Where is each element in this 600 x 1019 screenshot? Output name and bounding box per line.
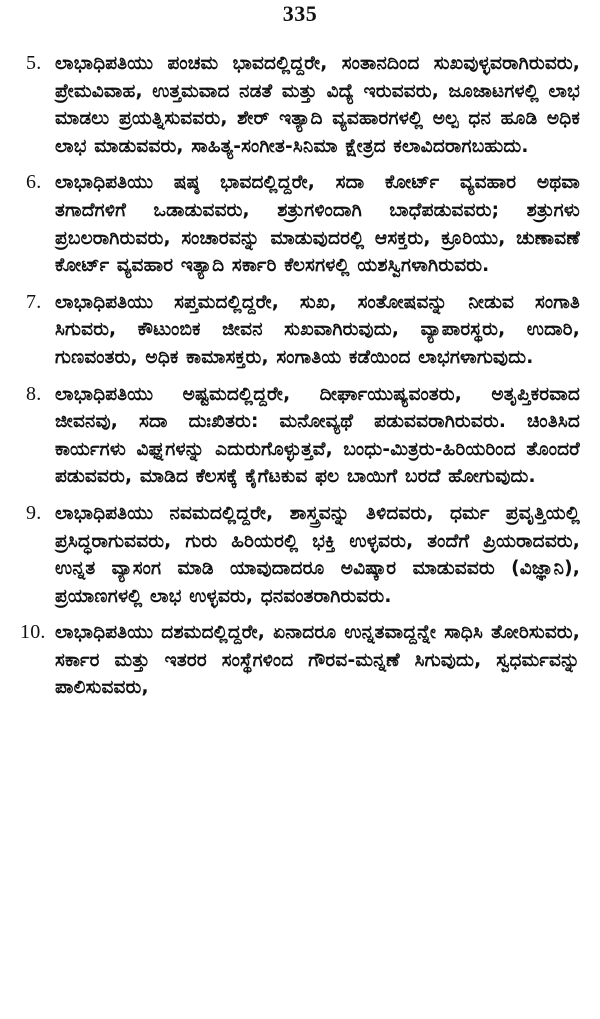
- item-text: ಲಾಭಾಧಿಪತಿಯು ನವಮದಲ್ಲಿದ್ದರೇ, ಶಾಸ್ತ್ರವನ್ನು ತಿಳಿದವರು, ಧರ್ಮ ಪ್ರವೃತ್ತಿಯಲ್ಲಿ ಪ್ರಸಿದ್ಧರಾಗುವವರು, ಗುರು ಹಿರಿಯರಲ್ಲಿ ಭಕ್ತಿ ಉಳ್ಳವರು, ತಂದೆಗೆ ಪ್ರಿಯರಾದವರು, ಉನ್ನತ ವ್ಯಾಸಂಗ ಮಾಡಿ ಯಾವುದಾದರೂ ಅವಿಷ್ಕಾರ ಮಾಡುವವರು (ವಿಜ್ಞಾನಿ), ಪ್ರಯಾಣಗಳಲ್ಲಿ ಲಾಭ ಉಳ್ಳವರು, ಧನವಂತರಾಗಿರುವರು.: [55, 502, 580, 607]
- item-text: ಲಾಭಾಧಿಪತಿಯು ಅಷ್ಟಮದಲ್ಲಿದ್ದರೇ, ದೀರ್ಘಾಯುಷ್ಯವಂತರು, ಅತೃಪ್ತಿಕರವಾದ ಜೀವನವು, ಸದಾ ದುಃಖಿತರು: ಮನೋವ್ಯಥೆ ಪಡುವವರಾಗಿರುವರು. ಚಿಂತಿಸಿದ ಕಾರ್ಯಗಳು ವಿಘ್ನಗಳನ್ನು ಎದುರುಗೊಳ್ಳುತ್ತವೆ, ಬಂಧು-ಮಿತ್ರರು-ಹಿರಿಯರಿಂದ ತೊಂದರೆ ಪಡುವವರು, ಮಾಡಿದ ಕೆಲಸಕ್ಕೆ ಕೈಗೆಟಕುವ ಫಲ ಬಾಯಿಗೆ ಬರದೆ ಹೋಗುವುದು.: [55, 383, 580, 488]
- item-text: ಲಾಭಾಧಿಪತಿಯು ಷಷ್ಠ ಭಾವದಲ್ಲಿದ್ದರೇ, ಸದಾ ಕೋರ್ಟ್ ವ್ಯವಹಾರ ಅಥವಾ ತಗಾದೆಗಳಿಗೆ ಒಡಾಡುವವರು, ಶತ್ರುಗಳಿಂದಾಗಿ ಬಾಧೆಪಡುವವರು; ಶತ್ರುಗಳು ಪ್ರಬಲರಾಗಿರುವರು, ಸಂಚಾರವನ್ನು ಮಾಡುವುದರಲ್ಲಿ ಆಸಕ್ತರು, ಕ್ರೂರಿಯು, ಚುಣಾವಣೆ ಕೋರ್ಟ್ ವ್ಯವಹಾರ ಇತ್ಯಾದಿ ಸರ್ಕಾರಿ ಕೆಲಸಗಳಲ್ಲಿ ಯಶಸ್ವಿಗಳಾಗಿರುವರು.: [55, 172, 580, 277]
- list-item-6: [0, 169, 600, 279]
- list-item-10: [0, 619, 600, 702]
- list-item-8: [0, 381, 600, 491]
- item-number: 6.: [26, 171, 42, 194]
- list-item-7: [0, 289, 600, 372]
- item-number: 9.: [26, 501, 42, 524]
- item-number: 5.: [26, 52, 42, 74]
- item-text: ಲಾಭಾಧಿಪತಿಯು ಸಪ್ತಮದಲ್ಲಿದ್ದರೇ, ಸುಖ, ಸಂತೋಷವನ್ನು ನೀಡುವ ಸಂಗಾತಿ ಸಿಗುವರು, ಕೌಟುಂಬಿಕ ಜೀವನ ಸುಖವಾಗಿರುವುದು, ವ್ಯಾಪಾರಸ್ಥರು, ಉದಾರಿ, ಗುಣವಂತರು, ಅಧಿಕ ಕಾಮಾಸಕ್ತರು, ಸಂಗಾತಿಯ ಕಡೆಯಿಂದ ಲಾಭಗಳಾಗುವುದು.: [55, 291, 580, 368]
- item-text: ಲಾಭಾಧಿಪತಿಯು ದಶಮದಲ್ಲಿದ್ದರೇ, ಏನಾದರೂ ಉನ್ನತವಾದ್ದನ್ನೇ ಸಾಧಿಸಿ ತೋರಿಸುವರು, ಸರ್ಕಾರ ಮತ್ತು ಇತರರ ಸಂಸ್ಥೆಗಳಿಂದ ಗೌರವ-ಮನ್ನಣೆ ಸಿಗುವುದು, ಸ್ವಧರ್ಮವನ್ನು ಪಾಲಿಸುವವರು,: [55, 622, 580, 699]
- item-text: ಲಾಭಾಧಿಪತಿಯು ಪಂಚಮ ಭಾವದಲ್ಲಿದ್ದರೇ, ಸಂತಾನದಿಂದ ಸುಖವುಳ್ಳವರಾಗಿರುವರು, ಪ್ರೇಮವಿವಾಹ, ಉತ್ತಮವಾದ ನಡತೆ ಮತ್ತು ವಿದ್ಯೆ ಇರುವವರು, ಜೂಜಾಟಗಳಲ್ಲಿ ಲಾಭ ಮಾಡಲು ಪ್ರಯತ್ನಿಸುವವರು, ಶೇರ್ ಇತ್ಯಾದಿ ವ್ಯವಹಾರಗಳಲ್ಲಿ ಅಲ್ಪ ಧನ ಹೂಡಿ ಅಧಿಕ ಲಾಭ ಮಾಡುವವರು, ಸಾಹಿತ್ಯ-ಸಂಗೀತ-ಸಿನಿಮಾ ಕ್ಷೇತ್ರದ ಕಲಾವಿದರಾಗಬಹುದು.: [55, 53, 580, 157]
- list-item-9: [0, 500, 600, 610]
- numbered-list: [0, 50, 600, 711]
- item-number: 10.: [20, 621, 46, 644]
- item-number: 8.: [26, 382, 42, 405]
- list-item-5: [0, 50, 600, 160]
- page-number: 335: [282, 1, 318, 26]
- item-number: 7.: [26, 290, 42, 313]
